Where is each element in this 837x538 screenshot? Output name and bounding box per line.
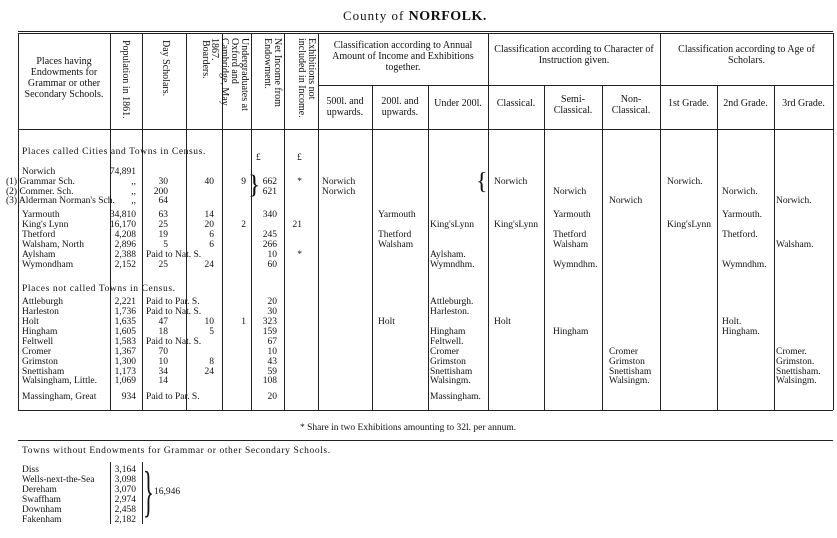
row-place: Norwich (22, 167, 56, 177)
row-cU: Snettisham (430, 367, 473, 377)
row-pop: 74,891 (109, 167, 136, 177)
section-cities-title: Places called Cities and Towns in Census. (22, 147, 206, 157)
town-pop: 2,974 (114, 495, 136, 505)
row-exhib: 21 (292, 220, 302, 230)
row-cU: Attleburgh. (430, 297, 474, 307)
town-pop: 2,458 (114, 505, 136, 515)
row-place: Feltwell (22, 337, 54, 347)
norwich-brace: } (248, 170, 261, 199)
row-class: Norwich (494, 177, 528, 187)
row-place: Aylsham (22, 250, 56, 260)
page-title (343, 9, 487, 24)
row-non: Snettisham (609, 367, 652, 377)
header-exhibitions: Exhibitions not included in Income. (296, 38, 317, 118)
row-day: 64 (158, 196, 168, 206)
header-class-age: Classification according to Age of Scholars. (678, 44, 815, 66)
header-200: 200l. and upwards. (381, 96, 419, 118)
row-board: 8 (209, 357, 214, 367)
row-board: 24 (204, 260, 214, 270)
row-day: 5 (163, 240, 168, 250)
row-pop: 2,896 (114, 240, 136, 250)
row-day-note: Paid to Nat. S. (146, 337, 202, 347)
header-day-scholars: Day Scholars. (160, 40, 171, 97)
row-g3: Snettisham. (776, 367, 821, 377)
row-income: 621 (262, 187, 277, 197)
row-g2: Yarmouth. (722, 210, 762, 220)
norwich-brace-income: { (476, 169, 488, 195)
row-ug: 2 (241, 220, 246, 230)
row-pop: ,, (131, 196, 136, 206)
col-line (602, 85, 603, 410)
row-pop: 1,583 (114, 337, 136, 347)
row-income: 662 (262, 177, 277, 187)
header-grade-1: 1st Grade. (667, 98, 710, 109)
row-board: 6 (209, 240, 214, 250)
row-place: (3) Alderman Norman's Sch. (6, 196, 115, 206)
row-cU: Massingham. (430, 392, 481, 402)
row-non: Walsingm. (609, 376, 650, 386)
row-cU: Cromer (430, 347, 460, 357)
row-g2: Thetford. (722, 230, 758, 240)
row-pop: 934 (121, 392, 136, 402)
row-semi: Hingham (553, 327, 589, 337)
row-day: 47 (158, 317, 168, 327)
col-line (372, 85, 373, 410)
row-pop: 16,170 (109, 220, 136, 230)
header-undergraduates: Undergraduates at Oxford and Cambridge, May 1867. (209, 38, 250, 111)
table-top-rule-2 (18, 33, 833, 34)
row-ug: 1 (241, 317, 246, 327)
row-board: 14 (204, 210, 214, 220)
town-place: Swaffham (22, 495, 61, 505)
town-place: Downham (22, 505, 62, 515)
row-income: 60 (267, 260, 277, 270)
row-place: Massingham, Great (22, 392, 97, 402)
row-place: Cromer (22, 347, 52, 357)
row-non: Grimston (609, 357, 645, 367)
row-semi: Norwich (553, 187, 587, 197)
row-c200: Yarmouth (378, 210, 416, 220)
row-place: Snettisham (22, 367, 65, 377)
col-line (428, 85, 429, 410)
towns-col-line (110, 462, 111, 524)
header-semi-classical: Semi-Classical. (553, 94, 593, 116)
row-pop: 34,810 (109, 210, 136, 220)
row-board: 24 (204, 367, 214, 377)
row-g1: King'sLynn (667, 220, 711, 230)
row-ug: 9 (241, 177, 246, 187)
table-top-rule (18, 31, 833, 32)
row-cU: Harleston. (430, 307, 470, 317)
row-place: Harleston (22, 307, 59, 317)
row-income: 323 (262, 317, 277, 327)
row-board: 6 (209, 230, 214, 240)
subheader-rule (318, 85, 833, 86)
row-cU: Hingham (430, 327, 466, 337)
row-non: Norwich (609, 196, 643, 206)
row-income: 59 (267, 367, 277, 377)
row-g2: Norwich. (722, 187, 758, 197)
row-income: 266 (262, 240, 277, 250)
row-day: 14 (158, 376, 168, 386)
col-line (18, 33, 19, 410)
header-class-instruction: Classification according to Character of Instruction given. (494, 44, 654, 66)
row-g3: Walsingm. (776, 376, 817, 386)
row-pop: 1,367 (114, 347, 136, 357)
footnote: * Share in two Exhibitions amounting to 32l. per annum. (300, 423, 517, 433)
town-place: Diss (22, 465, 39, 475)
col-line (660, 33, 661, 410)
row-c200: Walsham (378, 240, 414, 250)
row-day: 200 (153, 187, 168, 197)
row-income: 67 (267, 337, 277, 347)
row-non: Cromer (609, 347, 639, 357)
row-place: Hingham (22, 327, 58, 337)
row-day: 25 (158, 260, 168, 270)
row-pop: 1,605 (114, 327, 136, 337)
header-grade-3: 3rd Grade. (782, 98, 825, 109)
row-g3: Norwich. (776, 196, 812, 206)
row-income: 159 (262, 327, 277, 337)
row-day: 63 (158, 210, 168, 220)
col-line (284, 33, 285, 410)
row-income: 10 (267, 347, 277, 357)
row-g2: Hingham. (722, 327, 760, 337)
row-day: 19 (158, 230, 168, 240)
row-day: 34 (158, 367, 168, 377)
row-place: Attleburgh (22, 297, 63, 307)
col-line (318, 33, 319, 410)
row-pop: 1,300 (114, 357, 136, 367)
header-non-classical: Non-Classical. (611, 94, 651, 116)
title-prefix: County of (343, 8, 405, 23)
header-places: Places having Endowments for Grammar or other Secondary Schools. (24, 56, 104, 100)
row-income: 43 (267, 357, 277, 367)
row-g3: Cromer. (776, 347, 807, 357)
row-cU: Walsingm. (430, 376, 471, 386)
town-pop: 3,098 (114, 475, 136, 485)
header-classical: Classical. (496, 98, 536, 109)
row-place: Wymondham (22, 260, 74, 270)
row-pop: 1,736 (114, 307, 136, 317)
col-line (833, 33, 834, 410)
row-income: 340 (262, 210, 277, 220)
row-place: (1) Grammar Sch. (6, 177, 75, 187)
row-cU: King'sLynn (430, 220, 474, 230)
row-income: 245 (262, 230, 277, 240)
row-day-note: Paid to Nat. S. (146, 250, 202, 260)
row-pop: 1,635 (114, 317, 136, 327)
header-grade-2: 2nd Grade. (723, 98, 768, 109)
section-places-title: Places not called Towns in Census. (22, 284, 176, 294)
row-board: 40 (204, 177, 214, 187)
row-c500: Norwich (322, 177, 356, 187)
row-cU: Wymndhm. (430, 260, 475, 270)
row-place: Holt (22, 317, 39, 327)
town-pop: 2,182 (114, 515, 136, 525)
col-line (142, 33, 143, 410)
title-county: NORFOLK. (408, 9, 487, 24)
row-semi: Wymndhm. (553, 260, 598, 270)
col-line (186, 33, 187, 410)
row-semi: Walsham (553, 240, 589, 250)
row-income: 108 (262, 376, 277, 386)
row-day: 10 (158, 357, 168, 367)
row-day: 70 (158, 347, 168, 357)
row-pop: ,, (131, 177, 136, 187)
header-class-income: Classification according to Annual Amount of Income and Exhibitions together. (332, 40, 474, 73)
row-class: Holt (494, 317, 511, 327)
row-c200: Holt (378, 317, 395, 327)
row-pop: 1,173 (114, 367, 136, 377)
row-day: 25 (158, 220, 168, 230)
row-day-note: Paid to Nat. S. (146, 307, 202, 317)
header-population: Population in 1861. (120, 40, 131, 119)
row-pop: 2,152 (114, 260, 136, 270)
town-pop: 3,070 (114, 485, 136, 495)
row-income: 20 (267, 297, 277, 307)
towns-brace: } (143, 461, 154, 523)
row-semi: Thetford (553, 230, 587, 240)
currency-income: £ (256, 153, 261, 163)
header-boarders: Boarders. (200, 40, 211, 79)
row-day: 30 (158, 177, 168, 187)
row-day-note: Paid to Par. S. (146, 297, 200, 307)
row-c200: Thetford (378, 230, 412, 240)
row-class: King'sLynn (494, 220, 538, 230)
row-place: Walsingham, Little. (22, 376, 97, 386)
row-g2: Wymndhm. (722, 260, 767, 270)
town-pop: 3,164 (114, 465, 136, 475)
row-income: 10 (267, 250, 277, 260)
col-line (544, 85, 545, 410)
col-line (488, 33, 489, 410)
row-day-note: Paid to Par. S. (146, 392, 200, 402)
header-500: 500l. and upwards. (326, 96, 364, 118)
row-c500: Norwich (322, 187, 356, 197)
row-semi: Yarmouth (553, 210, 591, 220)
row-income: 30 (267, 307, 277, 317)
row-exhib: * (297, 250, 302, 260)
col-line (774, 85, 775, 410)
row-place: King's Lynn (22, 220, 69, 230)
col-line (717, 85, 718, 410)
towns-total: 16,946 (154, 487, 181, 497)
row-board: 10 (204, 317, 214, 327)
town-place: Fakenham (22, 515, 62, 525)
row-place: (2) Commer. Sch. (6, 187, 74, 197)
row-place: Walsham, North (22, 240, 85, 250)
header-bottom-rule (18, 129, 833, 130)
row-board: 5 (209, 327, 214, 337)
row-pop: ,, (131, 187, 136, 197)
row-g2: Holt. (722, 317, 742, 327)
row-pop: 4,208 (114, 230, 136, 240)
row-cU: Feltwell. (430, 337, 464, 347)
row-income: 20 (267, 392, 277, 402)
row-place: Thetford (22, 230, 56, 240)
row-cU: Grimston (430, 357, 466, 367)
footnote-rule (18, 440, 833, 441)
table-bottom-rule (18, 410, 833, 411)
row-g3: Walsham. (776, 240, 814, 250)
row-day: 18 (158, 327, 168, 337)
col-line (251, 33, 252, 410)
row-g3: Grimston. (776, 357, 815, 367)
row-pop: 1,069 (114, 376, 136, 386)
header-net-income: Net Income from Endowment. (262, 38, 283, 107)
row-g1: Norwich. (667, 177, 703, 187)
row-cU: Aylsham. (430, 250, 466, 260)
section-towns-title: Towns without Endowments for Grammar or other Secondary Schools. (22, 446, 331, 456)
row-pop: 2,388 (114, 250, 136, 260)
currency-exhib: £ (297, 153, 302, 163)
row-pop: 2,221 (114, 297, 136, 307)
town-place: Dereham (22, 485, 57, 495)
town-place: Wells-next-the-Sea (22, 475, 95, 485)
row-place: Yarmouth (22, 210, 60, 220)
row-exhib: * (297, 177, 302, 187)
row-place: Grimston (22, 357, 58, 367)
header-under-200: Under 200l. (434, 98, 482, 109)
row-board: 20 (204, 220, 214, 230)
